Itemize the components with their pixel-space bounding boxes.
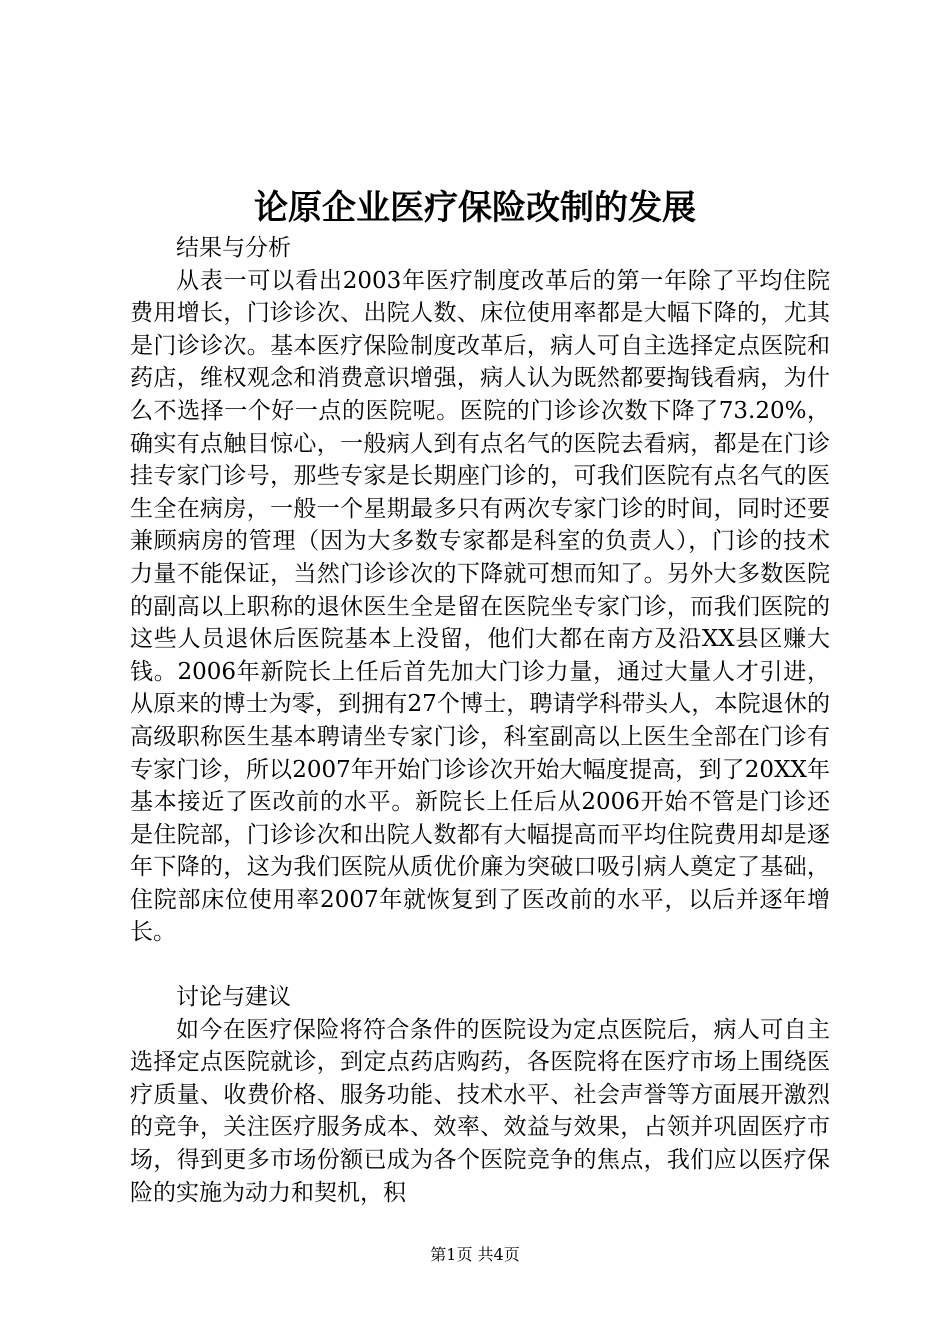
paragraph-discussion: 如今在医疗保险将符合条件的医院设为定点医院后，病人可自主选择定点医院就诊，到定点药店购药，各医院将在医疗市场上围绕医疗质量、收费价格、服务功能、技术水平、社会声誉等方面展开激烈的竞争，关注医疗服务成本、效率、效益与效果，占领并巩固医疗市场，得到更多市场份额已成为各个医院竞争的焦点，我们应以医疗保险的实施为动力和契机，积 [130,1016,830,1206]
section-heading-discussion: 讨论与建议 [176,984,291,1011]
paragraph-spacer [130,949,830,981]
paragraph-results: 从表一可以看出2003年医疗制度改革后的第一年除了平均住院费用增长，门诊诊次、出院人数、床位使用率都是大幅下降的，尤其是门诊诊次。基本医疗保险制度改革后，病人可自主选择定点医院和药店，维权观念和消费意识增强，病人认为既然都要掏钱看病，为什么不选择一个好一点的医院呢。医院的门诊诊次数下降了73.20%，确实有点触目惊心，一般病人到有点名气的医院去看病，都是在门诊挂专家门诊号，那些专家是长期座门诊的，可我们医院有点名气的医生全在病房，一般一个星期最多只有两次专家门诊的时间，同时还要兼顾病房的管理（因为大多数专家都是科室的负责人），门诊的技术力量不能保证，当然门诊诊次的下降就可想而知了。另外大多数医院的副高以上职称的退休医生全是留在医院坐专家门诊，而我们医院的这些人员退休后医院基本上没留，他们大都在南方及沿XX县区赚大钱。2006年新院长上任后首先加大门诊力量，通过大量人才引进，从原来的博士为零，到拥有27个博士，聘请学科带头人，本院退休的高级职称医生基本聘请坐专家门诊，科室副高以上医生全部在门诊有专家门诊，所以2007年开始门诊诊次开始大幅度提高，到了20XX年基本接近了医改前的水平。新院长上任后从2006开始不管是门诊还是住院部，门诊诊次和出院人数都有大幅提高而平均住院费用却是逐年下降的，这为我们医院从质优价廉为突破口吸引病人奠定了基础，住院部床位使用率2007年就恢复到了医改前的水平，以后并逐年增长。 [130,267,830,946]
section-heading-results: 结果与分析 [176,235,291,261]
page-title: 论原企业医疗保险改制的发展 [254,188,696,228]
document-body [130,232,830,1209]
page-number-footer: 第1页 共4页 [430,1245,520,1264]
